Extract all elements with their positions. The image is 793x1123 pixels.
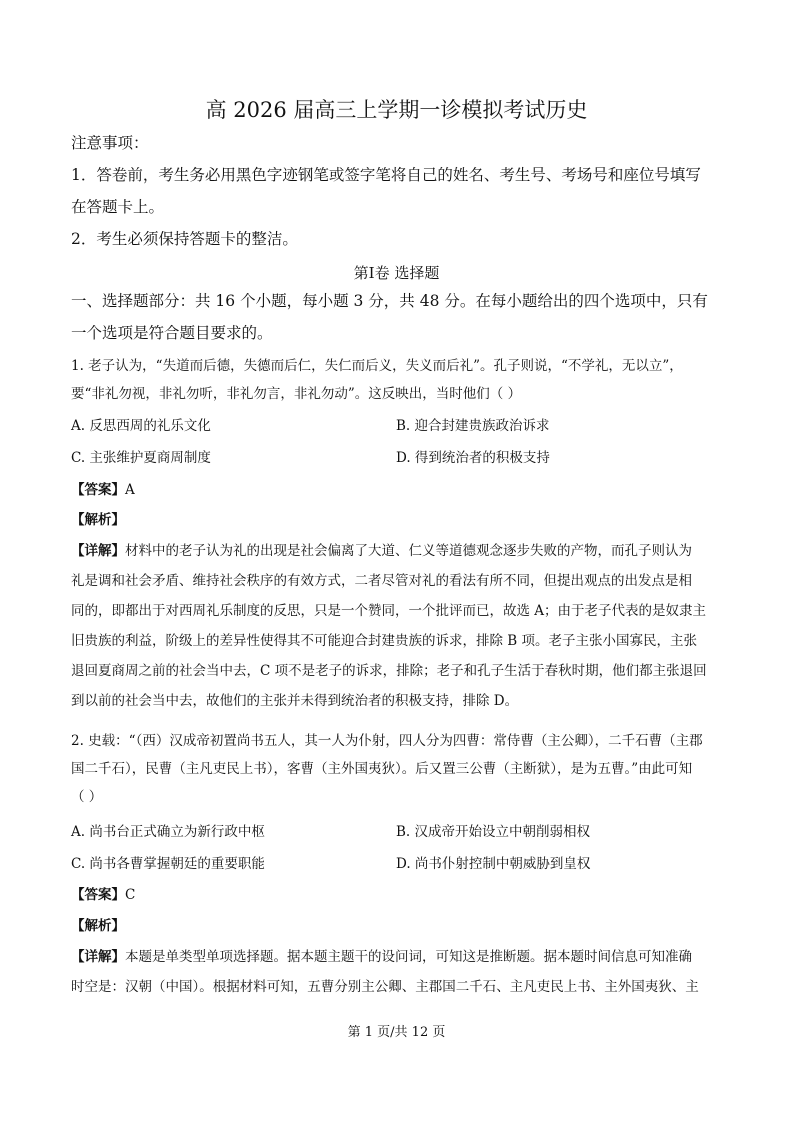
q2-analysis-tag: 【解析】 — [71, 918, 125, 934]
q1-detail-line-4: 旧贵族的利益，阶级上的差异性使得其不可能迎合封建贵族的诉求，排除 B 项。老子主张小国寡民，主张 — [71, 633, 698, 649]
q1-option-a: A. 反思西周的礼乐文化 — [71, 418, 211, 434]
q1-option-b: B. 迎合封建贵族政治诉求 — [396, 418, 550, 434]
page-title: 高 2026 届高三上学期一诊模拟考试历史 — [205, 98, 588, 122]
section-intro-line-1: 一、选择题部分：共 16 个小题，每小题 3 分，共 48 分。在每小题给出的四个选项中，只有 — [71, 292, 708, 310]
notice-item-1-line-2: 在答题卡上。 — [71, 198, 165, 216]
page-footer: 第 1 页/共 12 页 — [347, 1025, 446, 1040]
q2-option-a: A. 尚书台正式确立为新行政中枢 — [71, 824, 265, 840]
q2-option-d: D. 尚书仆射控制中朝威胁到皇权 — [396, 856, 591, 872]
notice-heading: 注意事项： — [71, 134, 149, 152]
q2-option-c: C. 尚书各曹掌握朝廷的重要职能 — [71, 856, 265, 872]
q1-stem-line-1: 1. 老子认为，“失道而后德，失德而后仁，失仁而后义，失义而后礼”。孔子则说，“不学礼，无以立”， — [71, 358, 683, 374]
q1-answer — [71, 480, 135, 500]
q2-stem-line-3: （ ） — [71, 789, 103, 805]
q1-detail-line-3: 同的，即都出于对西周礼乐制度的反思，只是一个赞同，一个批评而已，故选 A；由于老子代表的是奴隶主 — [71, 603, 707, 619]
q2-detail-line-2: 时空是：汉朝（中国）。根据材料可知，五曹分别主公卿、主郡国二千石、主凡吏民上书、主外国夷狄、主 — [71, 979, 699, 995]
q1-option-d: D. 得到统治者的积极支持 — [396, 450, 550, 466]
q1-detail-line-2: 礼是调和社会矛盾、维持社会秩序的有效方式，二者尽管对礼的看法有所不同，但提出观点的出发点是相 — [71, 573, 692, 589]
q1-detail-line-5: 退回夏商周之前的社会当中去，C 项不是老子的诉求，排除；老子和孔子生活于春秋时期，他们都主张退回 — [71, 663, 707, 679]
section-intro-line-2: 一个选项是符合题目要求的。 — [71, 324, 273, 342]
q1-detail-line-1: 【详解】材料中的老子认为礼的出现是社会偏离了大道、仁义等道德观念逐步失败的产物，而孔子则认为 — [71, 543, 692, 559]
q2-detail-tag: 【详解】 — [71, 949, 125, 965]
q2-option-b: B. 汉成帝开始设立中朝削弱相权 — [396, 824, 591, 840]
q1-analysis-tag: 【解析】 — [71, 512, 125, 528]
q1-stem-line-2: 要“非礼勿视，非礼勿听，非礼勿言，非礼勿动”。这反映出，当时他们（ ） — [71, 386, 522, 402]
q2-answer-value: C — [125, 887, 136, 903]
q1-detail-line-6: 到以前的社会当中去，故他们的主张并未得到统治者的积极支持，排除 D。 — [71, 693, 519, 709]
q2-stem-line-2: 国二千石），民曹（主凡吏民上书），客曹（主外国夷狄）。后又置三公曹（主断狱），是为五曹。”由此可知 — [71, 761, 693, 777]
section-heading: 第Ⅰ卷 选择题 — [353, 264, 440, 282]
q2-stem-line-1: 2. 史载：“（西）汉成帝初置尚书五人，其一人为仆射，四人分为四曹：常侍曹（主公卿），二千石曹（主郡 — [71, 733, 703, 749]
q1-answer-tag: 【答案】 — [71, 482, 125, 498]
q2-answer — [71, 885, 135, 905]
notice-item-2: 2．考生必须保持答题卡的整洁。 — [71, 230, 298, 248]
notice-item-1-line-1: 1．答卷前，考生务必用黑色字迹钢笔或签字笔将自己的姓名、考生号、考场号和座位号填写 — [71, 166, 701, 184]
q2-detail-line-1: 【详解】本题是单类型单项选择题。据本题主题干的设问词，可知这是推断题。据本题时间信息可知准确 — [71, 949, 692, 965]
q1-answer-value: A — [125, 482, 135, 498]
q1-detail-tag: 【详解】 — [71, 543, 125, 559]
q2-answer-tag: 【答案】 — [71, 887, 125, 903]
q1-option-c: C. 主张维护夏商周制度 — [71, 450, 211, 466]
